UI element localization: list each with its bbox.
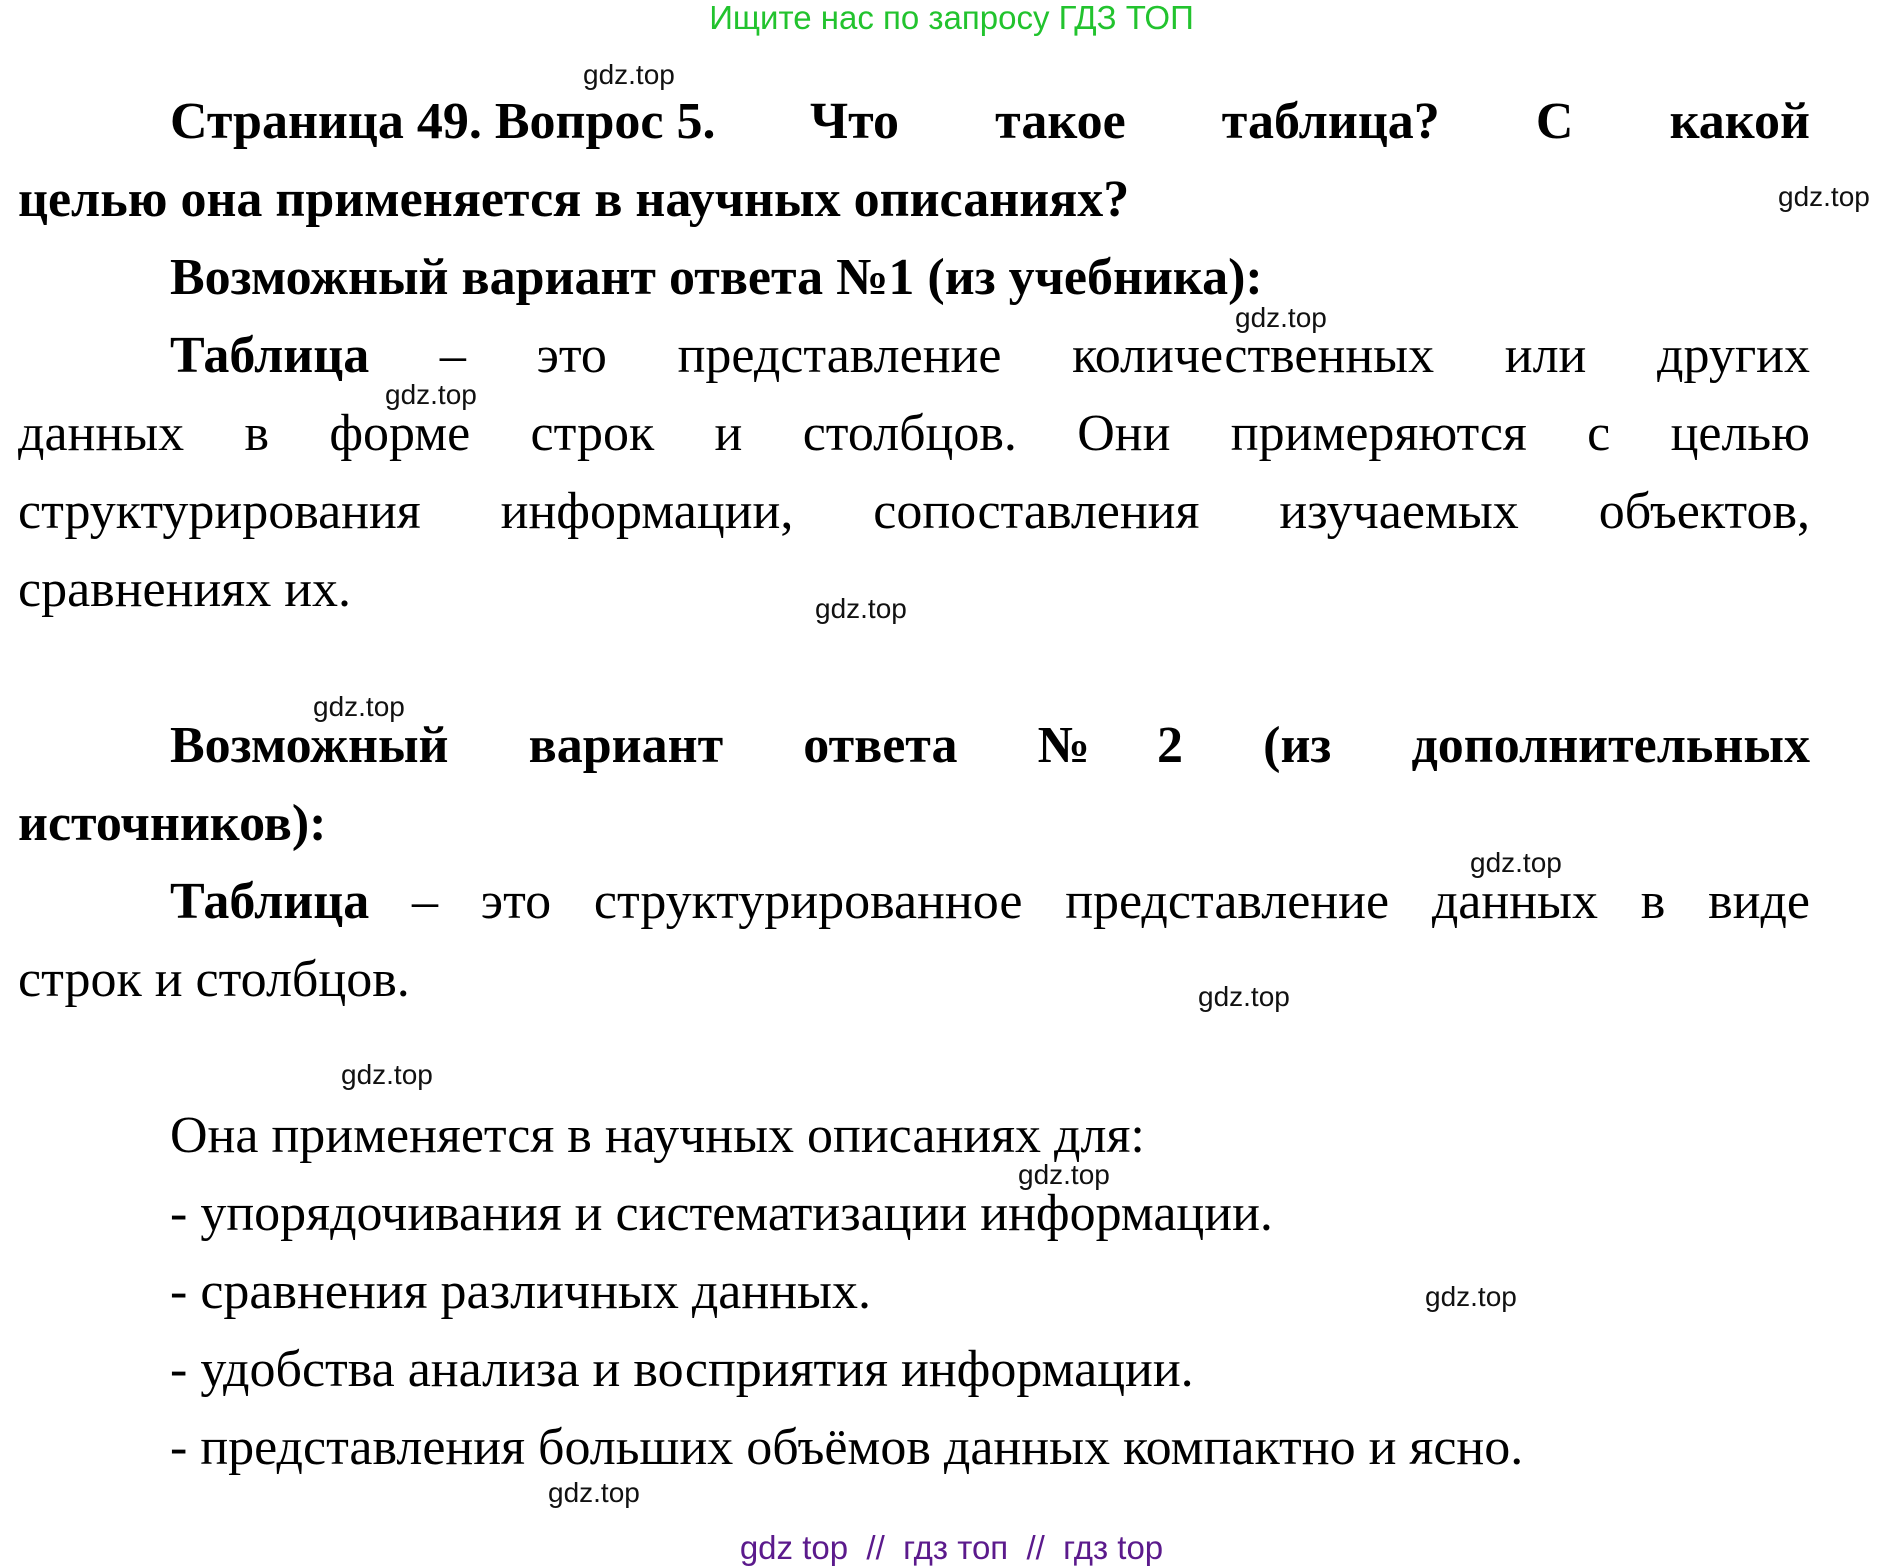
watermark: gdz.top <box>548 1477 640 1508</box>
answer1-line3: структурирования информации, сопоставления изучаемых объектов, <box>18 483 1810 540</box>
answer1-line1: Таблица – это представление количественных или других <box>170 327 1810 384</box>
answer1-line4: сравнениях их. <box>18 561 352 618</box>
list-item: - упорядочивания и систематизации информации. <box>170 1185 1273 1242</box>
watermark: gdz.top <box>1198 981 1290 1012</box>
watermark: gdz.top <box>313 691 405 722</box>
watermark: gdz.top <box>1470 847 1562 878</box>
list-item: - удобства анализа и восприятия информации. <box>170 1341 1194 1398</box>
watermark: gdz.top <box>815 593 907 624</box>
search-banner: Ищите нас по запросу ГДЗ ТОП <box>709 0 1194 36</box>
question-text: Что такое таблица? С какой <box>810 93 1810 150</box>
answer2-line2: строк и столбцов. <box>18 951 410 1008</box>
question-text-cont: целью она применяется в научных описаниях? <box>18 171 1130 228</box>
answer2-term: Таблица <box>170 873 370 930</box>
answer1-line2: данных в форме строк и столбцов. Они примеряются с целью <box>18 405 1810 462</box>
list-item: - представления больших объёмов данных компактно и ясно. <box>170 1419 1524 1476</box>
watermark: gdz.top <box>385 379 477 410</box>
watermark: gdz.top <box>1018 1159 1110 1190</box>
answer2-intro: Она применяется в научных описаниях для: <box>170 1107 1145 1164</box>
footer-watermark: gdz top // гдз топ // гдз top <box>739 1529 1164 1566</box>
watermark: gdz.top <box>341 1059 433 1090</box>
page-question-number: Страница 49. Вопрос 5. <box>170 93 716 150</box>
answer1-term: Таблица <box>170 327 370 384</box>
watermark: gdz.top <box>583 59 675 90</box>
question-heading <box>170 92 1810 152</box>
answer1-title: Возможный вариант ответа №1 (из учебника): <box>170 249 1263 306</box>
watermark: gdz.top <box>1425 1281 1517 1312</box>
list-item: - сравнения различных данных. <box>170 1263 871 1320</box>
answer2-title: Возможный вариант ответа №2 (из дополнительных <box>170 717 1810 774</box>
answer2-line1: Таблица – это структурированное представление данных в виде <box>170 873 1810 930</box>
answer2-title-cont: источников): <box>18 795 327 852</box>
watermark: gdz.top <box>1778 181 1870 212</box>
watermark: gdz.top <box>1235 302 1327 333</box>
